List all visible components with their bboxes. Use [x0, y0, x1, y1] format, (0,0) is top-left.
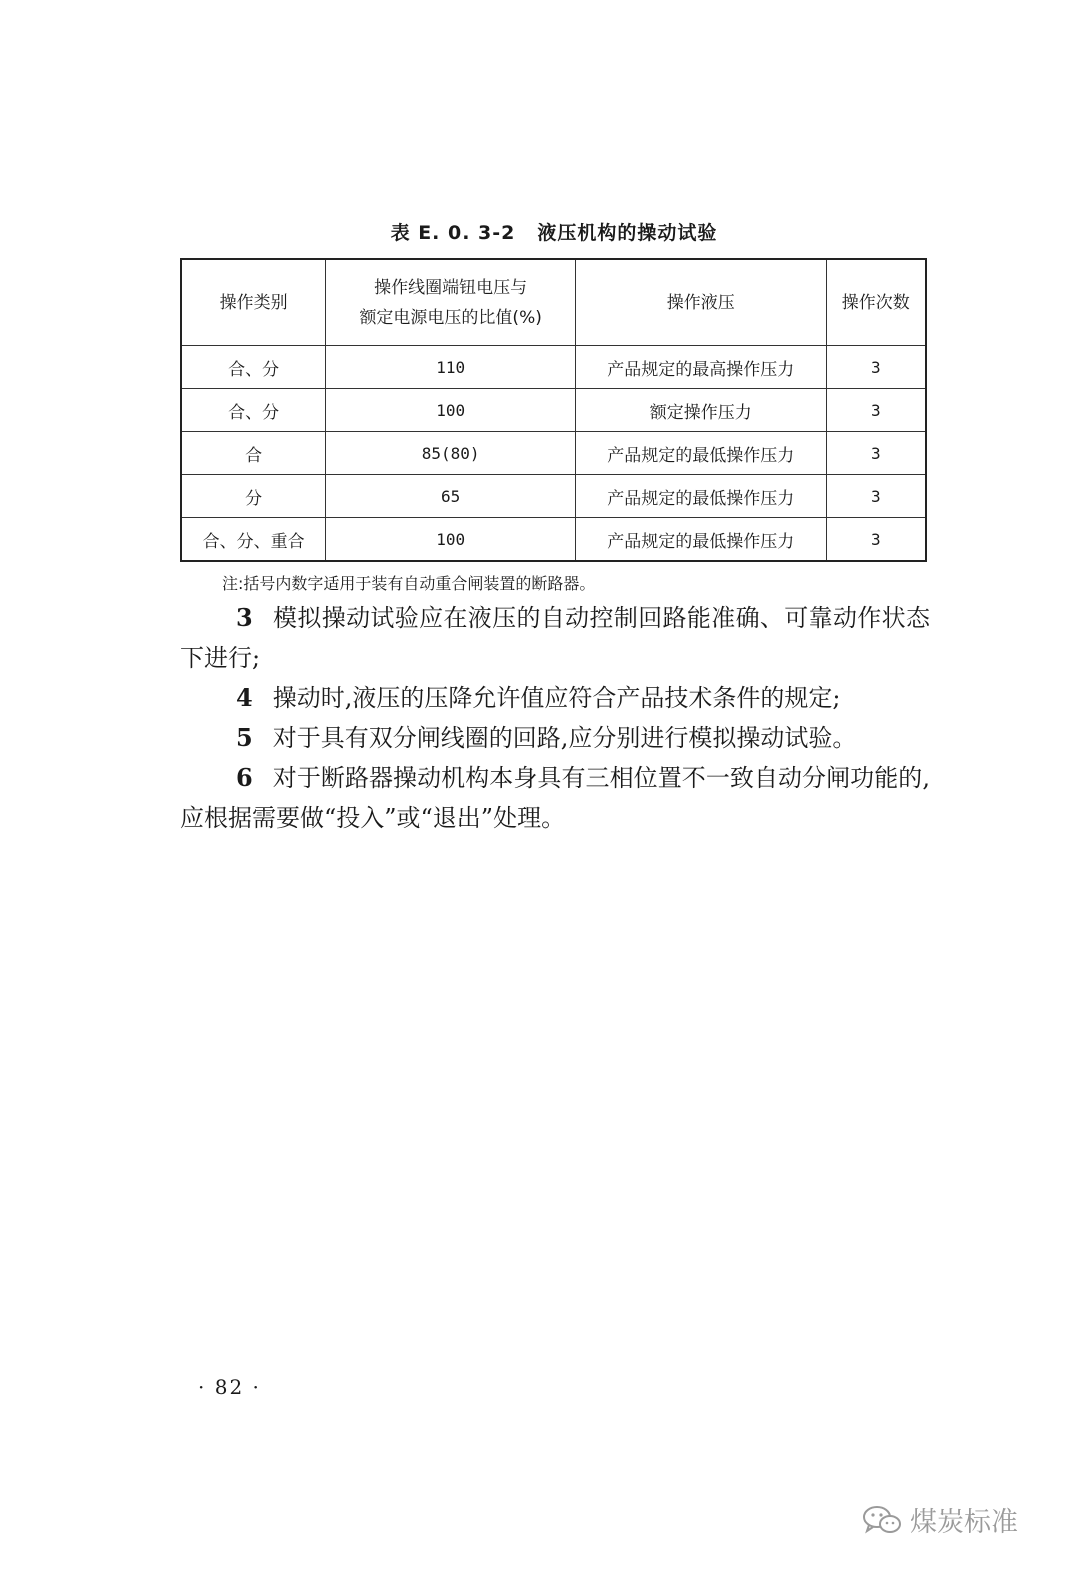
cell-operation-count: 3: [826, 518, 926, 562]
watermark-text: 煤炭标准: [910, 1507, 1018, 1538]
cell-operation-type: 合: [181, 432, 326, 475]
table-row: [181, 346, 926, 389]
table-note: 注:括号内数字适用于装有自动重合闸装置的断路器。: [222, 574, 596, 593]
cell-operation-count: 3: [826, 475, 926, 518]
cell-voltage-ratio: 85(80): [326, 432, 576, 475]
cell-operation-type: 合、分: [181, 389, 326, 432]
table-title: [0, 218, 1080, 245]
clause-number: 3: [236, 603, 253, 632]
clause-text: 对于具有双分闸线圈的回路,应分别进行模拟操动试验。: [272, 724, 857, 752]
cell-hydraulic-pressure: 产品规定的最高操作压力: [576, 346, 826, 389]
clause-number: 6: [236, 763, 253, 792]
table-caption: 液压机构的操动试验: [537, 222, 718, 244]
header-voltage-ratio: [326, 259, 576, 346]
cell-hydraulic-pressure: 产品规定的最低操作压力: [576, 432, 826, 475]
cell-operation-type: 合、分、重合: [181, 518, 326, 562]
cell-operation-count: 3: [826, 389, 926, 432]
table-row: [181, 475, 926, 518]
clause-number: 5: [236, 723, 253, 752]
cell-hydraulic-pressure: 产品规定的最低操作压力: [576, 518, 826, 562]
operation-test-table: [180, 258, 927, 562]
table-row: [181, 432, 926, 475]
clause-4: [180, 678, 930, 718]
header-operation-count: 操作次数: [826, 259, 926, 346]
clause-6: [180, 758, 930, 838]
header-voltage-ratio-line1: 操作线圈端钮电压与: [374, 277, 528, 298]
header-voltage-ratio-line2: 额定电源电压的比值(%): [359, 307, 542, 328]
cell-voltage-ratio: 65: [326, 475, 576, 518]
watermark: [862, 1500, 1018, 1539]
header-operation-type: 操作类别: [181, 259, 326, 346]
cell-hydraulic-pressure: 产品规定的最低操作压力: [576, 475, 826, 518]
table-number: 表 E. 0. 3-2: [390, 222, 516, 244]
page-number: · 82 ·: [198, 1375, 261, 1399]
cell-voltage-ratio: 100: [326, 518, 576, 562]
table-row: [181, 389, 926, 432]
cell-voltage-ratio: 110: [326, 346, 576, 389]
clause-text: 对于断路器操动机构本身具有三相位置不一致自动分闸功能的,应根据需要做“投入”或“退出”处理。: [180, 764, 930, 832]
table-header-row: [181, 259, 926, 346]
cell-operation-type: 合、分: [181, 346, 326, 389]
clause-3: [180, 598, 930, 678]
clause-number: 4: [236, 683, 253, 712]
cell-voltage-ratio: 100: [326, 389, 576, 432]
table-row: [181, 518, 926, 562]
wechat-icon: [862, 1504, 902, 1536]
cell-hydraulic-pressure: 额定操作压力: [576, 389, 826, 432]
cell-operation-type: 分: [181, 475, 326, 518]
clause-text: 模拟操动试验应在液压的自动控制回路能准确、可靠动作状态下进行;: [180, 604, 930, 672]
cell-operation-count: 3: [826, 432, 926, 475]
header-hydraulic-pressure: 操作液压: [576, 259, 826, 346]
cell-operation-count: 3: [826, 346, 926, 389]
clause-5: [180, 718, 930, 758]
clause-text: 操动时,液压的压降允许值应符合产品技术条件的规定;: [272, 684, 841, 712]
